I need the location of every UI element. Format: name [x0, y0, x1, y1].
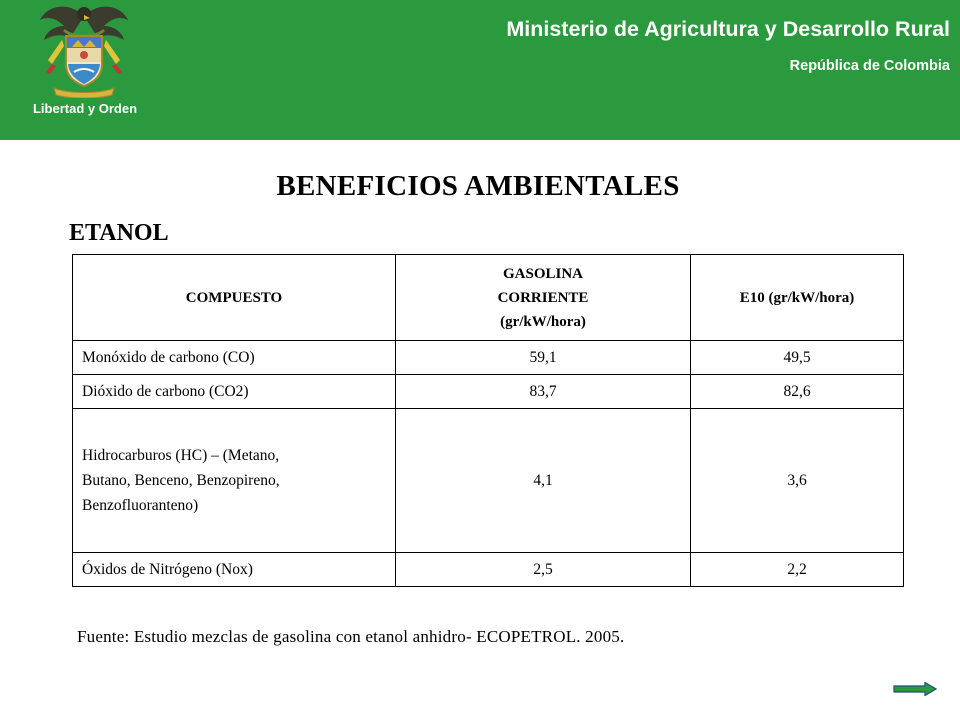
- source-note: Fuente: Estudio mezclas de gasolina con etanol anhidro- ECOPETROL. 2005.: [77, 627, 625, 646]
- compound-name: Dióxido de carbono (CO2): [73, 375, 396, 409]
- gasoline-value: 83,7: [396, 375, 691, 409]
- compound-name: Monóxido de carbono (CO): [73, 341, 396, 375]
- compound-name-line3: Benzofluoranteno): [82, 497, 199, 514]
- table-row: [73, 341, 904, 375]
- header-compound: COMPUESTO: [73, 255, 396, 341]
- gasoline-value: 4,1: [396, 409, 691, 553]
- table-row: [73, 375, 904, 409]
- emissions-table: [72, 254, 904, 587]
- compound-name-line2: Butano, Benceno, Benzopireno,: [82, 472, 280, 489]
- header-gasoline-line1: GASOLINA: [502, 265, 584, 282]
- header-banner: [0, 0, 960, 140]
- motto-text: Libertad y Orden: [32, 101, 138, 116]
- e10-value: 82,6: [691, 375, 904, 409]
- gasoline-value: 2,5: [396, 553, 691, 587]
- header-gasoline-line2: CORRIENTE: [497, 289, 589, 306]
- ministry-title: Ministerio de Agricultura y Desarrollo Rural: [506, 17, 950, 41]
- republic-subtitle: República de Colombia: [789, 58, 950, 74]
- header-gasoline: [396, 255, 691, 341]
- e10-value: 49,5: [691, 341, 904, 375]
- e10-value: 2,2: [691, 553, 904, 587]
- section-subtitle: ETANOL: [69, 220, 169, 246]
- compound-name: [73, 409, 396, 553]
- coat-of-arms-icon: [34, 0, 134, 98]
- header-e10: E10 (gr/kW/hora): [691, 255, 904, 341]
- gasoline-value: 59,1: [396, 341, 691, 375]
- table-header-row: [73, 255, 904, 341]
- table-row: [73, 409, 904, 553]
- next-arrow-icon[interactable]: [893, 682, 937, 696]
- header-gasoline-line3: (gr/kW/hora): [500, 313, 586, 330]
- table-row: [73, 553, 904, 587]
- e10-value: 3,6: [691, 409, 904, 553]
- compound-name-line1: Hidrocarburos (HC) – (Metano,: [82, 447, 280, 464]
- page-title: BENEFICIOS AMBIENTALES: [276, 170, 680, 202]
- compound-name: Óxidos de Nitrógeno (Nox): [73, 553, 396, 587]
